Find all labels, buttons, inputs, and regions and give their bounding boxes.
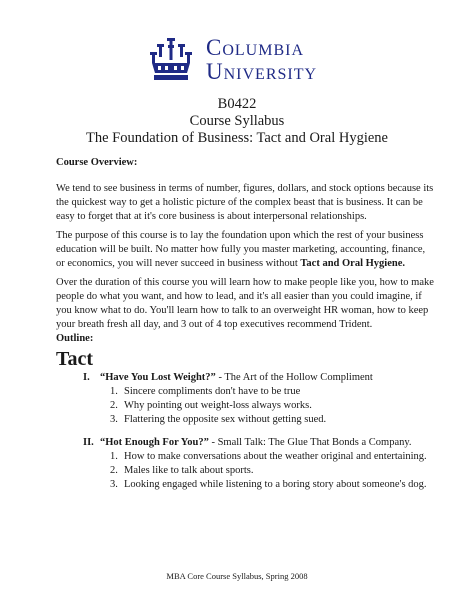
course-title: The Foundation of Business: Tact and Oral Hygiene xyxy=(86,130,388,146)
outline-subitem: 3. Flattering the opposite sex without getting sued. xyxy=(110,414,327,425)
outline-subitem: 2. Males like to talk about sports. xyxy=(110,465,254,476)
overview-heading: Course Overview: xyxy=(56,157,138,168)
outline-subitem: 1. Sincere compliments don't have to be true xyxy=(110,386,301,397)
overview-paragraph-2-emphasis: Tact and Oral Hygiene. xyxy=(300,258,405,269)
outline-item xyxy=(83,371,373,385)
item-number: II. xyxy=(83,437,94,448)
outline-subitem: 1. How to make conversations about the weather original and entertaining. xyxy=(110,451,427,462)
document-type: Course Syllabus xyxy=(189,113,285,129)
overview-paragraph-2-text: The purpose of this course is to lay the foundation upon which the rest of your business education will be built. No matter how fully you master marketing, accounting, finance, or economics, you will never succeed in business without xyxy=(56,230,426,269)
item-title: “Have You Lost Weight?” xyxy=(100,372,216,383)
item-subtitle: - The Art of the Hollow Compliment xyxy=(215,372,373,383)
item-title: “Hot Enough For You?” xyxy=(100,437,209,448)
document-header xyxy=(0,96,474,147)
section-title: Tact xyxy=(56,348,94,370)
outline-subitem: 2. Why pointing out weight-loss always works. xyxy=(110,400,312,411)
logo-wordmark xyxy=(206,36,317,84)
outline-heading: Outline: xyxy=(56,333,94,344)
outline-subitem: 3. Looking engaged while listening to a boring story about someone's dog. xyxy=(110,479,427,490)
outline-item xyxy=(83,436,412,450)
overview-paragraph-1: We tend to see business in terms of number, figures, dollars, and stock options because its the quickest way to get a holistic picture of the complex beast that is business. It can be easy to forget that at it's core business is about interpersonal relationships. xyxy=(56,183,434,222)
page-footer: MBA Core Course Syllabus, Spring 2008 xyxy=(166,571,308,581)
crown-icon xyxy=(148,38,194,82)
columbia-logo xyxy=(148,36,328,86)
course-code: B0422 xyxy=(217,96,257,112)
item-subtitle: - Small Talk: The Glue That Bonds a Company. xyxy=(208,437,412,448)
logo-line1: Columbia xyxy=(206,35,305,60)
item-number: I. xyxy=(83,372,90,383)
overview-paragraph-3: Over the duration of this course you will learn how to make people like you, how to make people do what you want, and how to lead, and it's all easier than you could imagine, if you know what to do. You'll learn how to talk to an overweight HR woman, how to keep your breath fresh all day, and 3 out of 4 top executives recommend Trident. xyxy=(56,277,434,330)
overview-paragraph-2 xyxy=(56,229,436,271)
logo-line2: University xyxy=(206,59,318,84)
